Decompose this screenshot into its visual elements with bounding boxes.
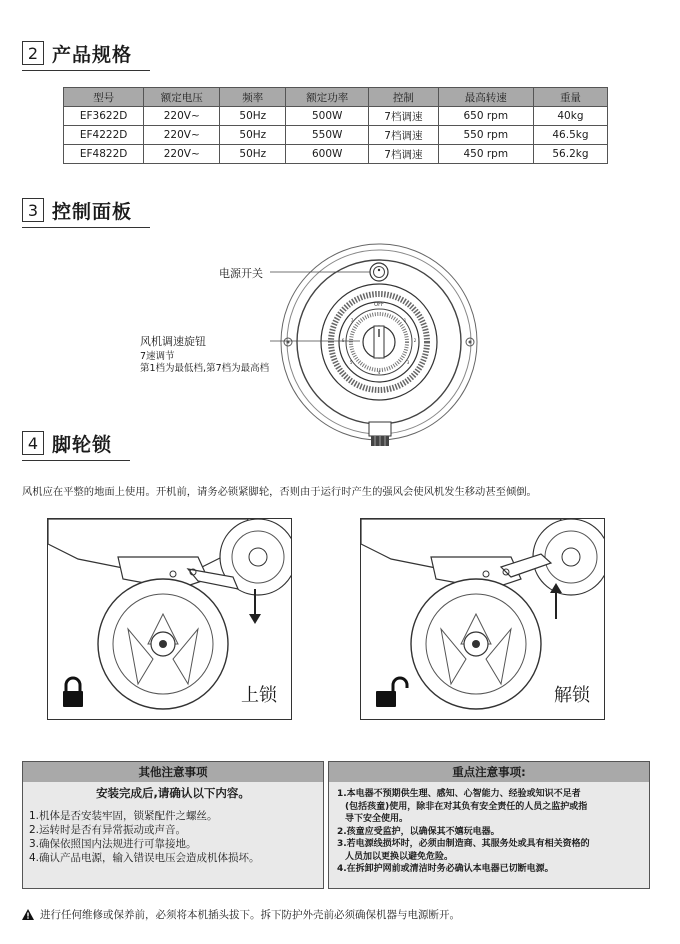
svg-text:1: 1	[403, 318, 407, 323]
col-header: 控制	[369, 88, 439, 107]
table-cell: EF4822D	[64, 145, 144, 164]
table-cell: 600W	[286, 145, 369, 164]
spec-table	[63, 87, 608, 164]
table-cell: 500W	[286, 107, 369, 126]
notice-other-subtitle: 安装完成后,请确认以下内容。	[96, 786, 250, 800]
knob-desc-2: 第1档为最低档,第7档为最高档	[140, 363, 270, 374]
unlock-caption: 解锁	[554, 685, 590, 706]
section-title: 产品规格	[52, 43, 133, 66]
warning-icon	[22, 909, 34, 920]
col-header: 额定功率	[286, 88, 369, 107]
notice-other-box	[22, 761, 324, 889]
table-cell: 220V~	[144, 107, 220, 126]
list-item: 2.运转时是否有异常振动或声音。	[29, 824, 187, 836]
section-number: 2	[22, 41, 44, 65]
notice-key-box	[328, 761, 650, 889]
table-row	[64, 107, 608, 126]
notice-other-title: 其他注意事项	[23, 762, 323, 782]
table-cell: 50Hz	[220, 107, 286, 126]
table-cell: 50Hz	[220, 126, 286, 145]
table-cell: EF3622D	[64, 107, 144, 126]
col-header: 重量	[533, 88, 607, 107]
section-number: 3	[22, 198, 44, 222]
table-cell: 7档调速	[369, 126, 439, 145]
list-item: 1.机体是否安装牢固，锁紧配件之螺丝。	[29, 810, 218, 822]
svg-text:6: 6	[341, 338, 345, 343]
col-header: 型号	[64, 88, 144, 107]
section-number: 4	[22, 431, 44, 455]
col-header: 频率	[220, 88, 286, 107]
caster-lock-box	[47, 518, 292, 720]
knob-desc-1: 7速调节	[140, 351, 175, 362]
table-cell: EF4222D	[64, 126, 144, 145]
list-item: 3.确保依照国内法规进行可靠接地。	[29, 838, 197, 850]
table-row	[64, 145, 608, 164]
notice-key-title: 重点注意事项:	[329, 762, 649, 782]
section-title: 脚轮锁	[52, 433, 113, 456]
lock-caption: 上锁	[241, 685, 277, 706]
section-heading-specs	[22, 38, 132, 68]
table-cell: 56.2kg	[533, 145, 607, 164]
heading-underline	[22, 227, 150, 228]
dial-off-label: OFF	[374, 302, 384, 308]
col-header: 最高转速	[438, 88, 533, 107]
svg-text:2: 2	[413, 338, 417, 343]
table-cell: 46.5kg	[533, 126, 607, 145]
table-cell: 220V~	[144, 145, 220, 164]
caster-intro: 风机应在平整的地面上使用。开机前，请务必锁紧脚轮，否则由于运行时产生的强风会使风机发生移动甚至倾倒。	[22, 486, 537, 498]
col-header: 额定电压	[144, 88, 220, 107]
table-header-row	[64, 88, 608, 107]
table-cell: 50Hz	[220, 145, 286, 164]
table-cell: 450 rpm	[438, 145, 533, 164]
list-item: 人员加以更换以避免危险。	[345, 851, 454, 862]
svg-text:7: 7	[350, 318, 354, 323]
svg-text:5: 5	[349, 360, 353, 365]
caster-unlock-box	[360, 518, 605, 720]
list-item: 2.孩童应受监护，以确保其不嬉玩电器。	[337, 826, 500, 837]
table-cell: 550 rpm	[438, 126, 533, 145]
section-heading-control-panel	[22, 195, 132, 225]
section-title: 控制面板	[52, 200, 133, 223]
footer-warning	[22, 907, 460, 922]
svg-text:3: 3	[406, 360, 410, 365]
control-panel-illustration	[270, 240, 490, 455]
list-item: 4.在拆卸护网前或清洁时务必确认本电器已切断电源。	[337, 864, 554, 874]
heading-underline	[22, 460, 130, 461]
table-row	[64, 126, 608, 145]
table-cell: 220V~	[144, 126, 220, 145]
footer-warning-text: 进行任何维修或保养前，必须将本机插头拔下。拆下防护外壳前必须确保机器与电源断开。	[40, 909, 460, 921]
list-item: 1.本电器不预期供生理、感知、心智能力、经验或知识不足者	[337, 789, 581, 799]
notice-other-list	[29, 809, 323, 865]
knob-label: 风机调速旋钮	[140, 335, 206, 348]
table-cell: 7档调速	[369, 145, 439, 164]
svg-text:4: 4	[377, 370, 381, 375]
table-cell: 40kg	[533, 107, 607, 126]
list-item: (包括孩童)使用，除非在对其负有安全责任的人员之监护或指	[345, 801, 588, 812]
power-switch-label: 电源开关	[219, 267, 263, 280]
heading-underline	[22, 70, 150, 71]
list-item: 3.若电源线损坏时，必须由制造商、其服务处或具有相关资格的	[337, 839, 590, 849]
table-cell: 550W	[286, 126, 369, 145]
list-item: 4.确认产品电源，输入错误电压会造成机体损坏。	[29, 852, 260, 864]
section-heading-caster-lock	[22, 428, 112, 458]
list-item: 导下安全使用。	[345, 814, 409, 824]
notice-key-list	[337, 788, 649, 876]
table-cell: 650 rpm	[438, 107, 533, 126]
table-cell: 7档调速	[369, 107, 439, 126]
